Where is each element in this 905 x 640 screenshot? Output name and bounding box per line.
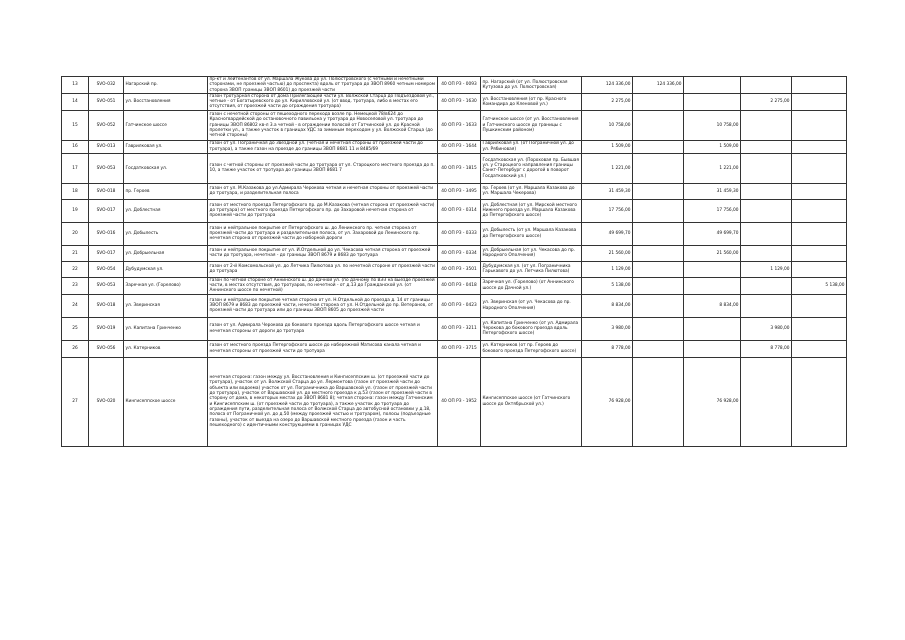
- road-section: ул. Катерников (от пр. Героев до бокового проезда Петергофского шоссе): [481, 340, 582, 357]
- road-section: ул. Зверинская (от ул. Чекасова до пр. Народного Ополчения): [481, 294, 582, 317]
- area-total: 124 336,00: [582, 77, 633, 94]
- object-code: SVO-018: [89, 183, 124, 199]
- area-col-2: 21 560,00: [684, 245, 741, 261]
- road-registry-id: 40 ОП РЗ - 1644: [438, 140, 481, 153]
- work-description: нечетная сторона: газон между ул. Восстановления и Кингисеппским ш. (от проезжей части до тротуара), участок от ул. Волжской Старца до ул. Лермонтова (газон от проезжей части до объекта или водоема) участок от ул. Пограничника до Варшавской ул. (газон от проезжей части до тротуара), участок от Варшавской ул. до местного проезда к д.53 (газон от проезжей части в сторону от дома, в некоторых местах до ЗВОП 8681 8); четная сторона: газон между Гатчинским и Кингисеппским ш. (от проезжей части до тротуара), а также участок до тротуара до ограждения пути, разделительная полоса от Волжской Старца до автобусной остановки у д.18, полоса от Пограничной ул. до д.50 (между проезжей частью и тротуаром), полосы (подъездные газоны), участок от выезда на озеро до Варшавской местного проезда (газон и часть пешеходного) с идентичными конструкциями в границах УДС: [208, 357, 438, 446]
- area-col-4: [792, 261, 847, 277]
- work-description: газон и нейтральное покрытие от Петергофского ш. до Ленинского пр. четная сторона от проезжей части до тротуара и разделительная полоса, от ул. Захаровой до Ленинского пр. нечетная сторона от проезжей части до наборной дороги: [208, 222, 438, 245]
- area-col-2: 76 928,00: [684, 357, 741, 446]
- road-section: Гатчинское шоссе (от ул. Восстановления и Гатчинского шоссе до границы с Пушкинским районом): [481, 110, 582, 140]
- row-number: 13: [62, 77, 89, 94]
- table-row: [62, 317, 847, 340]
- area-col-2: [684, 317, 741, 340]
- area-total: 1 509,00: [582, 140, 633, 153]
- road-section: пр. Героев (от ул. Маршала Казакова до ул. Маршала Чекерова): [481, 183, 582, 199]
- work-description: газон от ул. Адмирала Черокова до бокового проезда вдоль Петергофского шоссе четная и нечетная стороны от дороги до тротуара: [208, 317, 438, 340]
- road-registry-id: 40 ОП РЗ - 0418: [438, 277, 481, 294]
- area-total: 5 138,00: [582, 277, 633, 294]
- area-col-1: [633, 294, 684, 317]
- area-col-4: [792, 153, 847, 183]
- area-col-1: [633, 140, 684, 153]
- row-number: 18: [62, 183, 89, 199]
- area-total: 17 756,00: [582, 199, 633, 222]
- area-col-1: [633, 317, 684, 340]
- area-col-4: [792, 340, 847, 357]
- work-description: газон от 2-й Комсомольской ул. до Летчика Пилютова ул. по нечетной стороне от проезжей части до тротуара: [208, 261, 438, 277]
- area-total: 10 758,00: [582, 110, 633, 140]
- road-registry-id: 40 ОП РЗ - 0423: [438, 294, 481, 317]
- work-description: газон и нейтральное покрытие от ул. И.Отдельной до ул. Чекасова четная сторона от проезжей части до тротуара, нечетная - до границы ЗВОП 8679 и 8683 до тротуара: [208, 245, 438, 261]
- area-col-4: [792, 140, 847, 153]
- table-row: [62, 222, 847, 245]
- area-col-3: [741, 183, 792, 199]
- work-description: газон от местного проезда Петергофского шоссе до набережной Матисова канала четная и нечетная стороны от проезжей части до тротуара: [208, 340, 438, 357]
- table-row: [62, 183, 847, 199]
- area-col-3: [741, 140, 792, 153]
- row-number: 17: [62, 153, 89, 183]
- area-col-2: [684, 340, 741, 357]
- area-col-2: 10 758,00: [684, 110, 741, 140]
- area-total: 1 129,00: [582, 261, 633, 277]
- area-total: 2 275,00: [582, 93, 633, 110]
- street-name: пр. Героев: [124, 183, 208, 199]
- area-col-1: [633, 222, 684, 245]
- street-name: ул. Катерников: [124, 340, 208, 357]
- area-col-3: 1 129,00: [741, 261, 792, 277]
- road-section: ул. Добрыельная (от ул. Чекасова до пр. Народного Ополчения): [481, 245, 582, 261]
- register-table-body: [62, 77, 847, 447]
- road-registry-id: 40 ОП РЗ - 3211: [438, 317, 481, 340]
- area-col-2: [684, 93, 741, 110]
- row-number: 14: [62, 93, 89, 110]
- row-number: 20: [62, 222, 89, 245]
- area-col-2: 17 756,00: [684, 199, 741, 222]
- area-total: 8 778,00: [582, 340, 633, 357]
- road-section: ул. Доблестная (от ул. Мирской местного Нижнего проезда ул. Маршала Казакова до Петергофского шоссе): [481, 199, 582, 222]
- object-code: SVO-018: [89, 294, 124, 317]
- area-col-3: [741, 277, 792, 294]
- work-description: газон и нейтральное покрытие четная сторона от ул. Н.Отдельной до проезда д. 14 от границы ЗВОП 8679 и 8683 до проезжей части, нечетная сторона от ул. Н.Отдельной до пр. Ветеранов, от проезжей части до тротуара или до границы ЗВОП 8605 до проезжей части: [208, 294, 438, 317]
- table-row: [62, 261, 847, 277]
- area-col-1: [633, 183, 684, 199]
- road-registry-id: 40 ОП РЗ - 1633: [438, 110, 481, 140]
- area-col-1: 124 336,00: [633, 77, 684, 94]
- area-col-1: [633, 153, 684, 183]
- work-description: газон с нечетной стороны от пешеходного перехода возле пр. Немецкой 78/в624 до Красногвардейской до остановочного павильона у тротуара до Новоселовой ул. тротуара до границы ЗВОП 86802 кв-л 3.а четной - в ограждении полосой от Гатчинской ул. до Красной пролетки ул., а также участок в границах УДС за зиминым переходом у ул. Волжской Старца (до четной стороны): [208, 110, 438, 140]
- area-col-3: 3 980,00: [741, 317, 792, 340]
- road-registry-id: 40 ОП РЗ - 3501: [438, 261, 481, 277]
- object-code: SVO-054: [89, 261, 124, 277]
- area-col-3: 2 275,00: [741, 93, 792, 110]
- area-col-1: [633, 261, 684, 277]
- street-name: ул. Восстановления: [124, 93, 208, 110]
- row-number: 23: [62, 277, 89, 294]
- area-total: 49 699,70: [582, 222, 633, 245]
- work-description: газон по четной стороне от Аннинского ш. до Дачной ул. (по дачному по ВЭЗ на выезде проезжей части, в местах отсутствия, до тротуаров, по нечетной - от д.13 до Гражданской ул. (от Аннинского шоссе по нечетной): [208, 277, 438, 294]
- road-section: пр. Нагарский (от ул. Полюстровская Кутузова до ул. Полюстровская): [481, 77, 582, 94]
- road-registry-id: 40 ОП РЗ - 1630: [438, 93, 481, 110]
- road-section: Дубудумская ул. (от ул. Пограничника Гарькавого до ул. Летчика Пилютова): [481, 261, 582, 277]
- area-col-4: [792, 77, 847, 94]
- object-code: SVO-056: [89, 340, 124, 357]
- area-col-3: [741, 222, 792, 245]
- area-col-4: 5 138,00: [792, 277, 847, 294]
- road-section: ул. Добылесть (от ул. Маршала Казакова до Петергофского шоссе): [481, 222, 582, 245]
- object-code: SVO-053: [89, 277, 124, 294]
- road-registry-id: 40 ОП РЗ - 1952: [438, 357, 481, 446]
- road-section: ул. Восстановления (от пр. Красного Командира до Кленовой ул.): [481, 93, 582, 110]
- street-name: Госдатковская ул.: [124, 153, 208, 183]
- street-name: ул. Добылесть: [124, 222, 208, 245]
- work-description: газон от местного проезда Петергофского пр. до М.Казакова (четная сторона от проезжей части) до тротуара) от местного проезда Петергофского пр. до Захаровой нечетная сторона от проезжей части до тротуара: [208, 199, 438, 222]
- work-description: газон от ул. М.Казакова до ул.Адмирала Черокова четная и нечетная стороны от проезжей части до тротуара, и разделительная полоса: [208, 183, 438, 199]
- table-row: [62, 110, 847, 140]
- road-registry-id: 40 ОП РЗ - 0314: [438, 199, 481, 222]
- road-registry-id: 40 ОП РЗ - 3495: [438, 183, 481, 199]
- road-registry-id: 40 ОП РЗ - 1815: [438, 153, 481, 183]
- table-row: [62, 294, 847, 317]
- area-col-4: [792, 110, 847, 140]
- area-col-4: [792, 245, 847, 261]
- area-col-4: [792, 222, 847, 245]
- document-sheet: [61, 76, 847, 447]
- area-col-3: 8 778,00: [741, 340, 792, 357]
- object-code: SVO-013: [89, 140, 124, 153]
- street-name: Нагарский пр.: [124, 77, 208, 94]
- work-description: газон тротуарная сторона от дома Прилегающей части ул. Волжской Старца до Подъездовой ул., четные - от Богатыревского до ул. Кирилловской ул. (от ввод. тротуара, либо в местах его отсутствия, от проезжей части до ограждения тротуара): [208, 93, 438, 110]
- street-name: Гаврилковая ул.: [124, 140, 208, 153]
- area-total: 3 980,00: [582, 317, 633, 340]
- area-col-4: [792, 317, 847, 340]
- table-row: [62, 77, 847, 94]
- object-code: SVO-053: [89, 153, 124, 183]
- table-row: [62, 277, 847, 294]
- area-col-2: 1 221,00: [684, 153, 741, 183]
- work-description: пр-кт и лейтенантов от ул. Маршала Жукова до ул. Полюстровского (с четными и нечетными сторонами, не проезжей частью) до проспекта) вдоль от тротуара до ЗВОП 8960 четным номером сторона ЗВОП границы ЗВОП 8601) до проезжей части: [208, 77, 438, 94]
- table-row: [62, 140, 847, 153]
- table-row: [62, 93, 847, 110]
- object-code: SVO-017: [89, 199, 124, 222]
- area-total: 21 560,00: [582, 245, 633, 261]
- area-col-4: [792, 199, 847, 222]
- table-row: [62, 245, 847, 261]
- area-col-1: [633, 277, 684, 294]
- area-col-2: 31 459,30: [684, 183, 741, 199]
- object-code: SVO-032: [89, 77, 124, 94]
- work-description: газон от ул. Пограничная до Звездной ул. (четная и нечетная стороны от проезжей части до тротуара), а также газон на проезде до границы ЗВОП 8681 11 и 8485/69: [208, 140, 438, 153]
- road-section: Кингисеппское шоссе (от Гатчинского шоссе до Октябрьской ул.): [481, 357, 582, 446]
- road-registry-id: 40 ОП РЗ - 0333: [438, 222, 481, 245]
- row-number: 27: [62, 357, 89, 446]
- area-col-1: [633, 199, 684, 222]
- road-section: ул. Капитана Гринченко (от ул. Адмирала Черокова до бокового проезда вдоль Петергофского шоссе): [481, 317, 582, 340]
- area-total: 8 834,00: [582, 294, 633, 317]
- table-row: [62, 153, 847, 183]
- street-name: ул. Доблестная: [124, 199, 208, 222]
- area-col-3: [741, 77, 792, 94]
- area-col-4: [792, 183, 847, 199]
- area-col-1: [633, 245, 684, 261]
- object-code: SVO-019: [89, 317, 124, 340]
- area-col-4: [792, 93, 847, 110]
- row-number: 24: [62, 294, 89, 317]
- street-name: ул. Зверинская: [124, 294, 208, 317]
- area-col-1: [633, 340, 684, 357]
- row-number: 22: [62, 261, 89, 277]
- street-name: ул. Добрыельная: [124, 245, 208, 261]
- object-code: SVO-016: [89, 222, 124, 245]
- object-code: SVO-052: [89, 110, 124, 140]
- object-code: SVO-020: [89, 357, 124, 446]
- row-number: 25: [62, 317, 89, 340]
- area-col-4: [792, 294, 847, 317]
- area-col-3: [741, 357, 792, 446]
- road-registry-id: 40 ОП РЗ - 0334: [438, 245, 481, 261]
- area-col-1: [633, 110, 684, 140]
- area-col-4: [792, 357, 847, 446]
- area-total: 1 221,00: [582, 153, 633, 183]
- area-col-2: 49 699,70: [684, 222, 741, 245]
- area-total: 76 928,00: [582, 357, 633, 446]
- area-col-2: [684, 77, 741, 94]
- work-description: газон с четной стороны от проезжей части до тротуара от ул. Староцкого местного проезда до п. 10, а также участок от тротуара до границы ЗВОП 8681 7: [208, 153, 438, 183]
- street-name: Заречная ул. (Горелово): [124, 277, 208, 294]
- area-total: 31 459,30: [582, 183, 633, 199]
- row-number: 15: [62, 110, 89, 140]
- object-code: SVO-051: [89, 93, 124, 110]
- street-name: ул. Капитана Гринченко: [124, 317, 208, 340]
- table-row: [62, 357, 847, 446]
- street-name: Кингисеппское шоссе: [124, 357, 208, 446]
- area-col-3: [741, 110, 792, 140]
- row-number: 26: [62, 340, 89, 357]
- area-col-3: [741, 199, 792, 222]
- road-section: Заречная ул. (Горелово) (от Аннинского шоссе до Дачной ул.): [481, 277, 582, 294]
- area-col-1: [633, 357, 684, 446]
- road-registry-id: 40 ОП РЗ - 3715: [438, 340, 481, 357]
- table-row: [62, 340, 847, 357]
- street-name: Гатчинское шоссе: [124, 110, 208, 140]
- table-row: [62, 199, 847, 222]
- area-col-3: [741, 153, 792, 183]
- row-number: 21: [62, 245, 89, 261]
- area-col-1: [633, 93, 684, 110]
- road-registry-id: 40 ОП РЗ - 0093: [438, 77, 481, 94]
- row-number: 19: [62, 199, 89, 222]
- area-col-2: [684, 277, 741, 294]
- object-code: SVO-017: [89, 245, 124, 261]
- area-col-3: [741, 294, 792, 317]
- area-col-3: [741, 245, 792, 261]
- street-name: Дубудумская ул.: [124, 261, 208, 277]
- area-col-2: [684, 261, 741, 277]
- register-table: [61, 76, 847, 447]
- road-section: Госдатковская ул. (Пороховая пр. Бывшая ул. у Староцкого направления границы Санкт-Петербург с дорогой в поворот Госдатковский ул.): [481, 153, 582, 183]
- area-col-2: 1 509,00: [684, 140, 741, 153]
- road-section: Гаврилковая ул. (от Пограничной ул. до ул. Рябиновая): [481, 140, 582, 153]
- area-col-2: 8 834,00: [684, 294, 741, 317]
- row-number: 16: [62, 140, 89, 153]
